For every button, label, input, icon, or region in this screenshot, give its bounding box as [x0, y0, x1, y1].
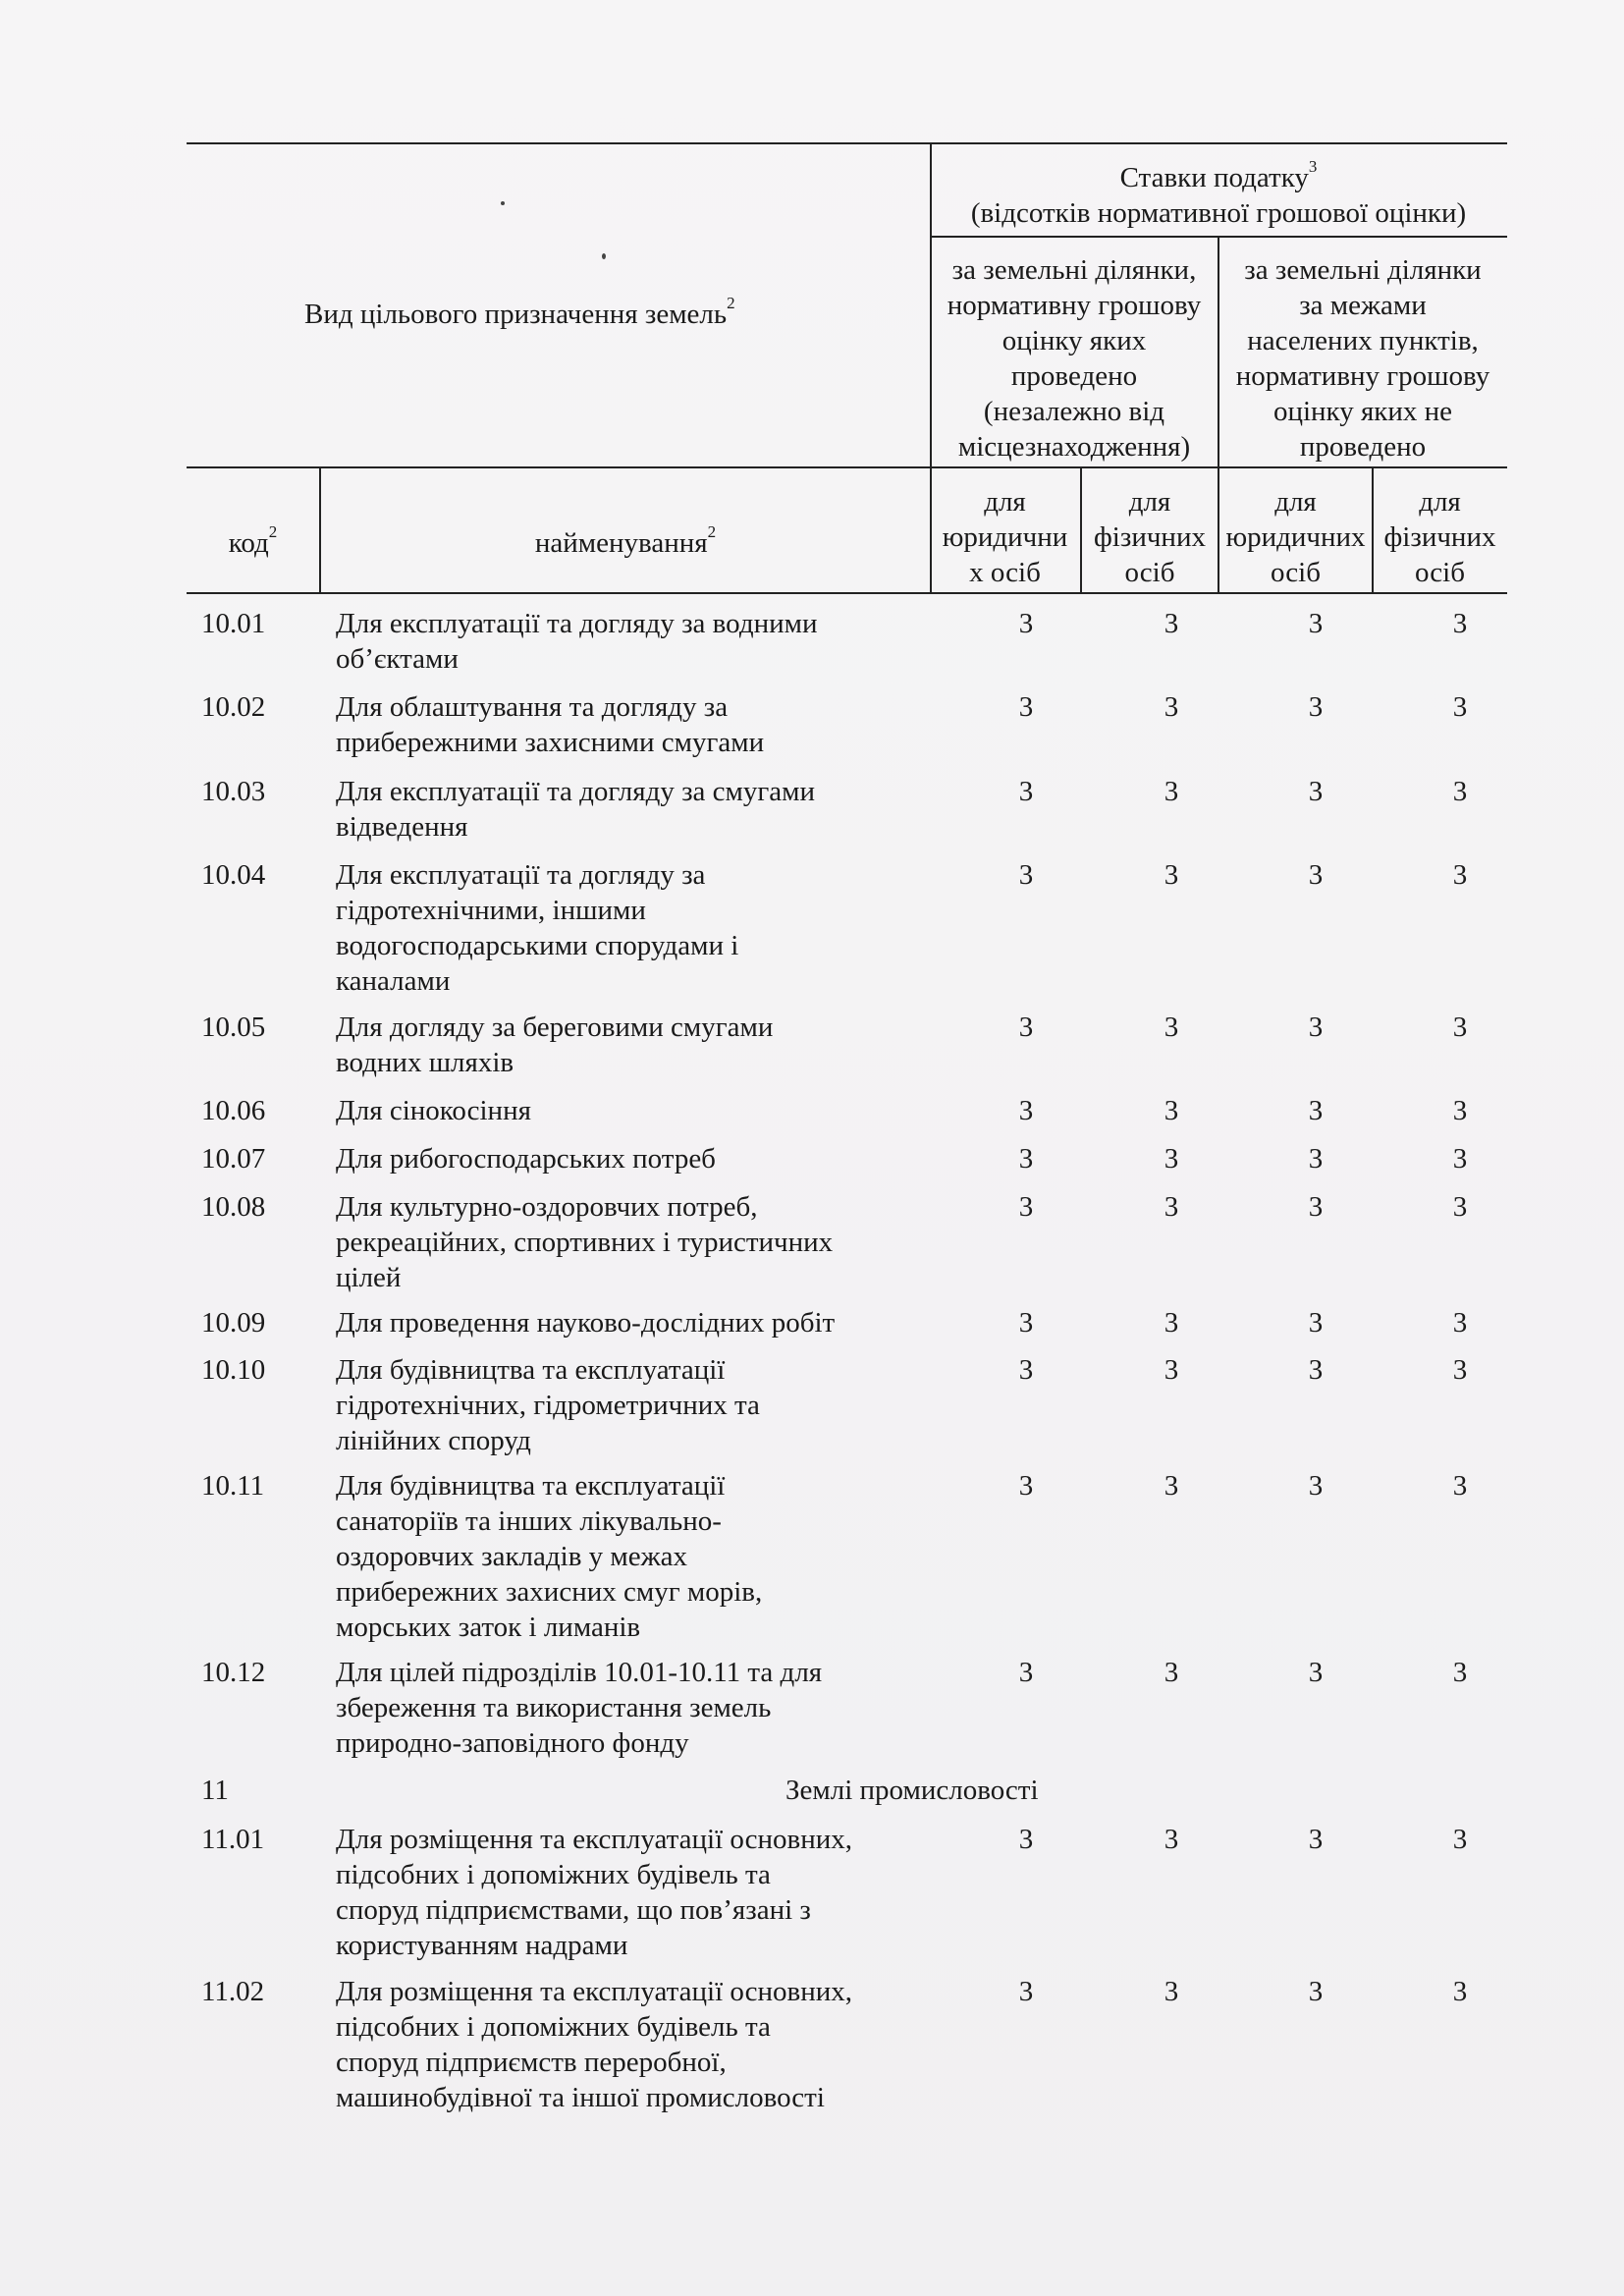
- code-header: код$^2$: [228, 522, 278, 559]
- scan-speck: [501, 201, 505, 205]
- legal-entities-header-1: для юридични х осіб: [942, 486, 1068, 588]
- rate-natural-2: 3: [1452, 691, 1468, 723]
- row-code: 10.07: [201, 1143, 266, 1175]
- row-name: Для облаштування та догляду за прибережними захисними смугами: [336, 691, 765, 758]
- row-code: 10.03: [201, 776, 266, 807]
- row-code: 11.02: [201, 1976, 265, 2007]
- rate-natural-2: 3: [1452, 1657, 1468, 1688]
- rate-legal-1: 3: [1018, 1095, 1034, 1126]
- rate-natural-2: 3: [1452, 1824, 1468, 1855]
- rate-natural-1: 3: [1164, 859, 1179, 891]
- row-name: Для експлуатації та догляду за смугами відведення: [336, 776, 816, 843]
- rate-natural-1: 3: [1164, 776, 1179, 807]
- section-title: Землі промисловості: [785, 1775, 1039, 1806]
- rate-legal-2: 3: [1308, 776, 1324, 807]
- row-name: Для будівництва та експлуатації санаторіїв та інших лікувально- оздоровчих закладів у межах прибережних захисних смуг морів, морських заток і лиманів: [336, 1470, 763, 1643]
- rate-legal-1: 3: [1018, 1143, 1034, 1175]
- row-code: 10.10: [201, 1354, 266, 1386]
- row-name: Для розміщення та експлуатації основних, підсобних і допоміжних будівель та споруд підприємствами, що пов’язані з користуванням надрами: [336, 1824, 852, 1961]
- rate-legal-1: 3: [1018, 1191, 1034, 1223]
- rate-legal-2: 3: [1308, 1470, 1324, 1502]
- row-name: Для рибогосподарських потреб: [336, 1143, 716, 1175]
- rate-natural-2: 3: [1452, 1095, 1468, 1126]
- rate-legal-1: 3: [1018, 1354, 1034, 1386]
- rate-legal-2: 3: [1308, 1095, 1324, 1126]
- rates-title: Ставки податку$^3$: [1119, 157, 1318, 193]
- rate-legal-1: 3: [1018, 1657, 1034, 1688]
- rate-natural-2: 3: [1452, 1143, 1468, 1175]
- rate-natural-1: 3: [1164, 1143, 1179, 1175]
- rate-natural-2: 3: [1452, 1470, 1468, 1502]
- rate-legal-2: 3: [1308, 1657, 1324, 1688]
- rate-legal-1: 3: [1018, 859, 1034, 891]
- rate-natural-1: 3: [1164, 1824, 1179, 1855]
- rate-legal-2: 3: [1308, 1143, 1324, 1175]
- rate-natural-2: 3: [1452, 1307, 1468, 1339]
- rate-legal-2: 3: [1308, 1976, 1324, 2007]
- subheader-rule: [187, 466, 1507, 468]
- row-code: 10.12: [201, 1657, 266, 1688]
- natural-persons-header-2: для фізичних осіб: [1383, 486, 1496, 588]
- rate-legal-1: 3: [1018, 608, 1034, 639]
- rate-natural-1: 3: [1164, 691, 1179, 723]
- row-name: Для сінокосіння: [336, 1095, 531, 1126]
- row-name: Для догляду за береговими смугами водних шляхів: [336, 1011, 774, 1078]
- rates-without-valuation-header: за земельні ділянки за межами населених пунктів, нормативну грошову оцінку яких не проведено: [1235, 254, 1490, 463]
- rate-legal-1: 3: [1018, 776, 1034, 807]
- row-code: 10.02: [201, 691, 266, 723]
- section-code: 11: [201, 1775, 229, 1806]
- rate-legal-1: 3: [1018, 1011, 1034, 1043]
- row-code: 10.08: [201, 1191, 266, 1223]
- row-code: 10.04: [201, 859, 266, 891]
- rate-natural-2: 3: [1452, 1191, 1468, 1223]
- rate-natural-2: 3: [1452, 859, 1468, 891]
- rate-legal-2: 3: [1308, 1354, 1324, 1386]
- rate-legal-2: 3: [1308, 691, 1324, 723]
- rate-legal-2: 3: [1308, 608, 1324, 639]
- row-code: 10.01: [201, 608, 266, 639]
- rate-natural-2: 3: [1452, 1354, 1468, 1386]
- rate-legal-1: 3: [1018, 1976, 1034, 2007]
- row-name: Для експлуатації та догляду за гідротехнічними, іншими водогосподарськими спорудами і каналами: [336, 859, 739, 997]
- legal-entities-header-2: для юридичних осіб: [1225, 486, 1366, 588]
- rate-natural-1: 3: [1164, 1191, 1179, 1223]
- natural-persons-header-1: для фізичних осіб: [1094, 486, 1206, 588]
- rate-legal-2: 3: [1308, 1191, 1324, 1223]
- table-top-rule: [187, 142, 1507, 144]
- row-code: 10.05: [201, 1011, 266, 1043]
- rate-natural-1: 3: [1164, 1307, 1179, 1339]
- rate-natural-2: 3: [1452, 776, 1468, 807]
- rate-legal-1: 3: [1018, 1470, 1034, 1502]
- row-name: Для проведення науково-дослідних робіт: [336, 1307, 836, 1339]
- rate-natural-1: 3: [1164, 608, 1179, 639]
- land-purpose-header: Вид цільового призначення земель$^2$: [304, 294, 735, 330]
- row-code: 10.11: [201, 1470, 265, 1502]
- rates-with-valuation-header: за земельні ділянки, нормативну грошову оцінку яких проведено (незалежно від місцезнаходження): [947, 254, 1202, 463]
- rate-legal-1: 3: [1018, 1824, 1034, 1855]
- scan-speck: [602, 253, 606, 259]
- rate-natural-1: 3: [1164, 1470, 1179, 1502]
- rate-natural-1: 3: [1164, 1095, 1179, 1126]
- row-name: Для експлуатації та догляду за водними об’єктами: [336, 608, 818, 675]
- row-name: Для культурно-оздоровчих потреб, рекреаційних, спортивних і туристичних цілей: [336, 1191, 834, 1293]
- rate-legal-1: 3: [1018, 691, 1034, 723]
- rate-legal-2: 3: [1308, 1824, 1324, 1855]
- rates-subtitle: (відсотків нормативної грошової оцінки): [970, 197, 1467, 229]
- rate-legal-2: 3: [1308, 1307, 1324, 1339]
- row-code: 10.06: [201, 1095, 266, 1126]
- rate-natural-2: 3: [1452, 1976, 1468, 2007]
- rate-natural-1: 3: [1164, 1976, 1179, 2007]
- row-name: Для розміщення та експлуатації основних, підсобних і допоміжних будівель та споруд підприємств переробної, машинобудівної та іншої промисловості: [336, 1976, 852, 2113]
- row-name: Для цілей підрозділів 10.01-10.11 та для збереження та використання земель природно-заповідного фонду: [336, 1657, 823, 1759]
- rate-legal-2: 3: [1308, 859, 1324, 891]
- rate-natural-1: 3: [1164, 1354, 1179, 1386]
- header-bottom-rule: [187, 592, 1507, 594]
- rate-legal-2: 3: [1308, 1011, 1324, 1043]
- rate-natural-1: 3: [1164, 1011, 1179, 1043]
- row-code: 11.01: [201, 1824, 265, 1855]
- rate-natural-1: 3: [1164, 1657, 1179, 1688]
- name-header: найменування$^2$: [534, 522, 717, 559]
- rate-natural-2: 3: [1452, 608, 1468, 639]
- row-name: Для будівництва та експлуатації гідротехнічних, гідрометричних та лінійних споруд: [336, 1354, 760, 1456]
- rate-natural-2: 3: [1452, 1011, 1468, 1043]
- row-code: 10.09: [201, 1307, 266, 1339]
- rate-legal-1: 3: [1018, 1307, 1034, 1339]
